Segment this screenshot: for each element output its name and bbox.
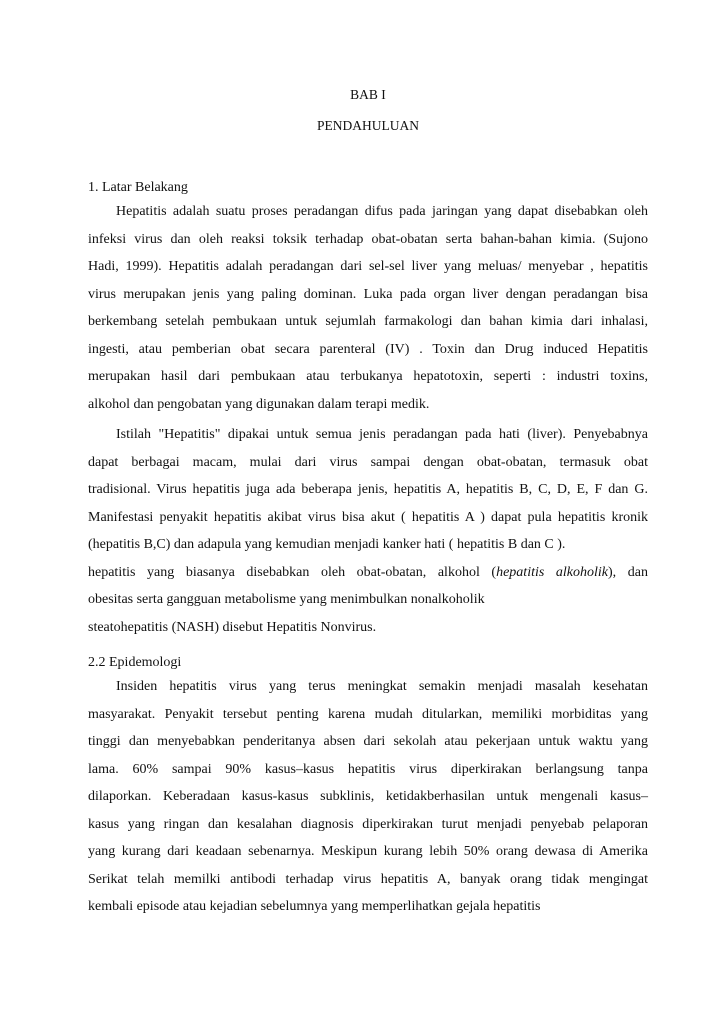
text-line: obesitas serta gangguan metabolisme yang menimbulkan nonalkoholik <box>88 592 485 607</box>
text-line-mixed <box>88 564 648 592</box>
text-line: Hadi, 1999). Hepatitis adalah peradangan dari sel-sel liver yang meluas/ menyebar , hepatitis <box>88 259 648 274</box>
text-line: masyarakat. Penyakit tersebut penting karena mudah ditularkan, memiliki morbiditas yang <box>88 706 648 722</box>
text-line: berkembang setelah pembukaan untuk sejumlah farmakologi dan bahan kimia dari inhalasi, <box>88 314 648 329</box>
text-line: tinggi dan menyebabkan penderitanya absen dari sekolah atau pekerjaan untuk waktu yang <box>88 734 648 749</box>
text-line: Insiden hepatitis virus yang terus meningkat semakin menjadi masalah kesehatan <box>116 679 648 694</box>
paragraph-hepatitis-types <box>88 426 648 646</box>
text-segment: ), dan <box>608 564 648 580</box>
text-line: tradisional. Virus hepatitis juga ada beberapa jenis, hepatitis A, hepatitis B, C, D, E, F dan G. <box>88 482 648 497</box>
text-line: infeksi virus dan oleh reaksi toksik terhadap obat-obatan serta bahan-bahan kimia. (Sujono <box>88 231 648 247</box>
chapter-label: BAB I <box>350 87 386 102</box>
text-line: kasus yang ringan dan kesalahan diagnosis diperkirakan turut menjadi penyebab pelaporan <box>88 816 648 832</box>
text-line: Hepatitis adalah suatu proses peradangan difus pada jaringan yang dapat disebabkan oleh <box>116 204 648 219</box>
section-heading-epidemologi: 2.2 Epidemologi <box>88 655 182 670</box>
text-line: ingesti, atau pemberian obat secara parenteral (IV) . Toxin dan Drug induced Hepatitis <box>88 341 648 357</box>
text-line: alkohol dan pengobatan yang digunakan dalam terapi medik. <box>88 396 430 412</box>
text-line: (hepatitis B,C) dan adapula yang kemudian menjadi kanker hati ( hepatitis B dan C ). <box>88 537 566 552</box>
paragraph-epidemiology <box>88 678 648 926</box>
text-line: steatohepatitis (NASH) disebut Hepatitis Nonvirus. <box>88 619 377 635</box>
text-line: dilaporkan. Keberadaan kasus-kasus subklinis, ketidakberhasilan untuk mengenali kasus– <box>88 789 648 804</box>
text-line: Serikat telah memilki antibodi terhadap virus hepatitis A, banyak orang tidak mengingat <box>88 871 648 887</box>
text-segment: hepatitis yang biasanya disebabkan oleh obat-obatan, alkohol ( <box>88 564 497 580</box>
text-line: kembali episode atau kejadian sebelumnya yang memperlihatkan gejala hepatitis <box>88 899 541 914</box>
text-line: virus merupakan jenis yang paling dominan. Luka pada organ liver dengan peradangan bisa <box>88 286 648 302</box>
text-line: Istilah "Hepatitis" dipakai untuk semua jenis peradangan pada hati (liver). Penyebabnya <box>116 427 648 442</box>
text-line: lama. 60% sampai 90% kasus–kasus hepatitis virus diperkirakan berlangsung tanpa <box>88 761 648 777</box>
text-line: merupakan hasil dari pembukaan atau terbukanya hepatotoxin, seperti : industri toxins, <box>88 369 648 384</box>
paragraph-hepatitis-definition <box>88 203 648 423</box>
italic-term: hepatitis alkoholik <box>496 564 609 580</box>
text-line: dapat berbagai macam, mulai dari virus sampai dengan obat-obatan, termasuk obat <box>88 454 648 470</box>
text-line: yang kurang dari keadaan sebenarnya. Meskipun kurang lebih 50% orang dewasa di Amerika <box>88 844 648 859</box>
chapter-title: PENDAHULUAN <box>317 118 419 133</box>
text-line: Manifestasi penyakit hepatitis akibat virus bisa akut ( hepatitis A ) dapat pula hepatitis kronik <box>88 509 648 525</box>
section-heading-latar-belakang: 1. Latar Belakang <box>88 180 188 195</box>
